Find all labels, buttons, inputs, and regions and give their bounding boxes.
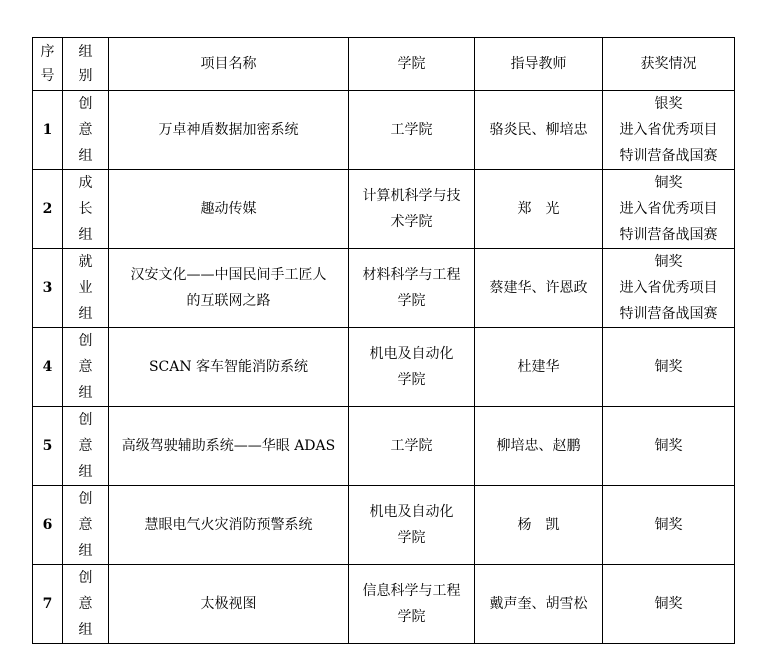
cell-project: 万卓神盾数据加密系统 (109, 91, 349, 170)
table-row (33, 170, 735, 249)
cell-award: 铜奖 进入省优秀项目 特训营备战国赛 (603, 249, 735, 328)
cell-project: 汉安文化——中国民间手工匠人 的互联网之路 (109, 249, 349, 328)
cell-index: 1 (33, 91, 63, 170)
cell-award: 铜奖 (603, 486, 735, 565)
cell-advisor: 杨 凯 (475, 486, 603, 565)
cell-group: 创 意 组 (63, 407, 109, 486)
cell-advisor: 蔡建华、许恩政 (475, 249, 603, 328)
cell-college: 机电及自动化 学院 (349, 486, 475, 565)
cell-group: 创 意 组 (63, 91, 109, 170)
cell-advisor: 柳培忠、赵鹏 (475, 407, 603, 486)
cell-college: 机电及自动化 学院 (349, 328, 475, 407)
header-group: 组 别 (63, 38, 109, 91)
cell-award: 铜奖 (603, 407, 735, 486)
header-award: 获奖情况 (603, 38, 735, 91)
cell-project: SCAN 客车智能消防系统 (109, 328, 349, 407)
awards-table (32, 37, 735, 644)
cell-group: 创 意 组 (63, 486, 109, 565)
cell-award: 银奖 进入省优秀项目 特训营备战国赛 (603, 91, 735, 170)
header-row (33, 38, 735, 91)
cell-index: 5 (33, 407, 63, 486)
cell-project: 太极视图 (109, 565, 349, 644)
cell-project: 趣动传媒 (109, 170, 349, 249)
header-advisor: 指导教师 (475, 38, 603, 91)
cell-college: 材料科学与工程 学院 (349, 249, 475, 328)
table-row (33, 91, 735, 170)
cell-award: 铜奖 (603, 328, 735, 407)
cell-group: 创 意 组 (63, 328, 109, 407)
table-row (33, 328, 735, 407)
cell-index: 7 (33, 565, 63, 644)
table-row (33, 407, 735, 486)
cell-project: 高级驾驶辅助系统——华眼 ADAS (109, 407, 349, 486)
cell-index: 6 (33, 486, 63, 565)
cell-advisor: 骆炎民、柳培忠 (475, 91, 603, 170)
cell-college: 工学院 (349, 407, 475, 486)
table-row (33, 486, 735, 565)
cell-group: 创 意 组 (63, 565, 109, 644)
cell-index: 3 (33, 249, 63, 328)
cell-award: 铜奖 进入省优秀项目 特训营备战国赛 (603, 170, 735, 249)
cell-index: 2 (33, 170, 63, 249)
cell-project: 慧眼电气火灾消防预警系统 (109, 486, 349, 565)
table-row (33, 565, 735, 644)
cell-college: 信息科学与工程 学院 (349, 565, 475, 644)
cell-award: 铜奖 (603, 565, 735, 644)
cell-group: 成 长 组 (63, 170, 109, 249)
cell-college: 计算机科学与技 术学院 (349, 170, 475, 249)
cell-group: 就 业 组 (63, 249, 109, 328)
header-project: 项目名称 (109, 38, 349, 91)
cell-advisor: 郑 光 (475, 170, 603, 249)
cell-college: 工学院 (349, 91, 475, 170)
cell-advisor: 戴声奎、胡雪松 (475, 565, 603, 644)
header-college: 学院 (349, 38, 475, 91)
cell-advisor: 杜建华 (475, 328, 603, 407)
cell-index: 4 (33, 328, 63, 407)
table-row (33, 249, 735, 328)
header-index: 序 号 (33, 38, 63, 91)
